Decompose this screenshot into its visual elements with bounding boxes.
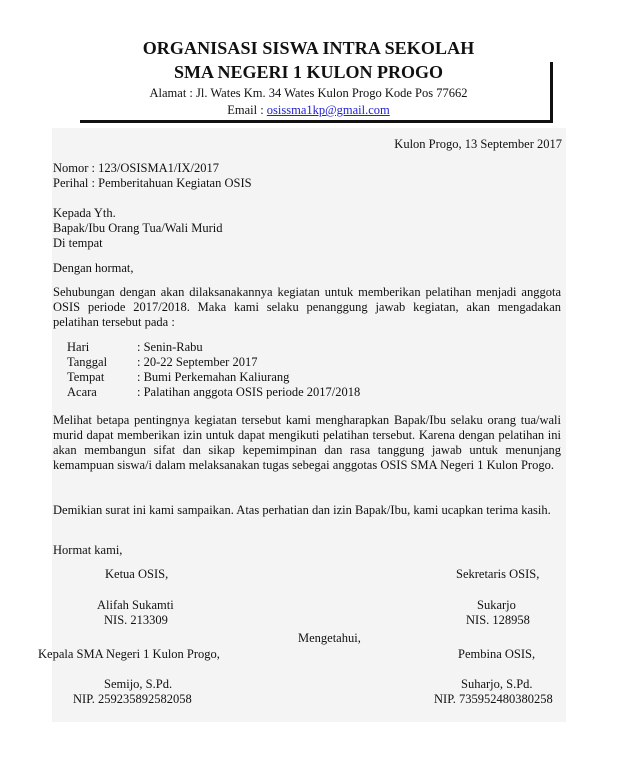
closing-salutation: Hormat kami, — [53, 543, 123, 557]
kepsek-nip: NIP. 259235892582058 — [73, 692, 192, 706]
recipient-line-1: Kepada Yth. — [53, 206, 116, 220]
agenda-row-acara — [67, 385, 360, 400]
org-name: ORGANISASI SISWA INTRA SEKOLAH — [142, 38, 475, 58]
school-address: Alamat : Jl. Wates Km. 34 Wates Kulon Progo Kode Pos 77662 — [149, 86, 468, 100]
letter-subject: Perihal : Pemberitahuan Kegiatan OSIS — [53, 176, 252, 190]
email-link[interactable]: osissma1kp@gmail.com — [266, 103, 390, 117]
pembina-title: Pembina OSIS, — [458, 647, 536, 661]
place-date: Kulon Progo, 13 September 2017 — [394, 137, 562, 151]
agenda-row-hari — [67, 340, 203, 355]
pembina-nip: NIP. 735952480380258 — [434, 692, 553, 706]
school-email-line — [0, 103, 617, 118]
agenda-value: : 20-22 September 2017 — [137, 355, 258, 369]
ketua-nis: NIS. 213309 — [104, 613, 168, 627]
letterhead-border-bottom — [80, 120, 553, 123]
email-label: Email : — [227, 103, 264, 117]
kepsek-name: Semijo, S.Pd. — [104, 677, 173, 691]
sekretaris-title: Sekretaris OSIS, — [456, 567, 540, 581]
agenda-value: : Palatihan anggota OSIS periode 2017/2018 — [137, 385, 361, 399]
letterhead-border-right — [550, 62, 553, 122]
paragraph-request: Melihat betapa pentingnya kegiatan tersebut kami mengharapkan Bapak/Ibu selaku orang tua/wali murid dapat memberikan izin untuk dapat mengikuti pelatihan tersebut. Karena dengan pelatihan ini akan membangun sifat dan sikap kepemimpinan dan rasa tanggung jawab untuk menunjang kemampuan siswa/i dalam melaksanakan tugas sebegai anggotas OSIS SMA Negeri 1 Kulon Progo. — [53, 413, 561, 472]
agenda-key: Hari — [67, 340, 90, 354]
recipient-line-3: Di tempat — [53, 236, 103, 250]
pembina-name: Suharjo, S.Pd. — [461, 677, 533, 691]
agenda-key: Tanggal — [67, 355, 108, 369]
kepsek-title: Kepala SMA Negeri 1 Kulon Progo, — [38, 647, 220, 661]
ketua-title: Ketua OSIS, — [105, 567, 169, 581]
agenda-row-tanggal — [67, 355, 257, 370]
agenda-row-tempat — [67, 370, 289, 385]
agenda-key: Tempat — [67, 370, 105, 384]
agenda-value: : Senin-Rabu — [137, 340, 203, 354]
sekretaris-name: Sukarjo — [477, 598, 516, 612]
ketua-name: Alifah Sukamti — [97, 598, 174, 612]
recipient-line-2: Bapak/Ibu Orang Tua/Wali Murid — [53, 221, 223, 235]
paragraph-closing: Demikian surat ini kami sampaikan. Atas perhatian dan izin Bapak/Ibu, kami ucapkan terima kasih. — [53, 503, 551, 517]
greeting: Dengan hormat, — [53, 261, 134, 275]
paragraph-intro: Sehubungan dengan akan dilaksanakannya kegiatan untuk memberikan pelatihan menjadi anggota OSIS periode 2017/2018. Maka kami selaku penanggung jawab kegiatan, akan mengadakan pelatihan tersebut pada : — [53, 285, 561, 329]
mengetahui-label: Mengetahui, — [298, 631, 361, 645]
sekretaris-nis: NIS. 128958 — [466, 613, 530, 627]
letter-number: Nomor : 123/OSISMA1/IX/2017 — [53, 161, 219, 175]
agenda-key: Acara — [67, 385, 97, 399]
agenda-value: : Bumi Perkemahan Kaliurang — [137, 370, 290, 384]
school-name: SMA NEGERI 1 KULON PROGO — [173, 62, 444, 82]
